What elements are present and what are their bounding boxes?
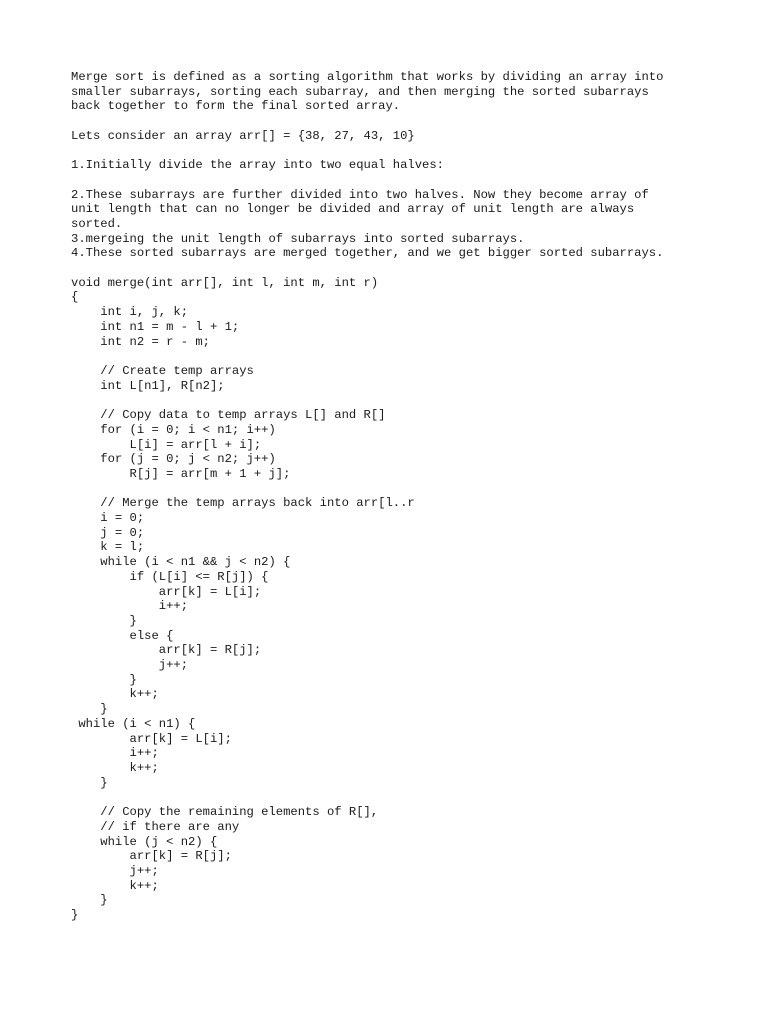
code-line: int n1 = m - l + 1; — [71, 319, 240, 334]
code-line: i = 0; — [71, 511, 145, 526]
code-line: int L[n1], R[n2]; — [71, 378, 225, 393]
spacer — [71, 261, 751, 276]
code-line: k++; — [71, 760, 159, 775]
spacer — [71, 173, 751, 188]
step-1: 1.Initially divide the array into two equal halves: — [71, 158, 444, 173]
code-line: int i, j, k; — [71, 305, 189, 320]
code-line: i++; — [71, 599, 189, 614]
code-line: k++; — [71, 878, 159, 893]
code-line: { — [71, 290, 79, 305]
step-2: 2.These subarrays are further divided into two halves. Now they become array of unit length that can no longer be divided and array of unit length are always sorted. — [71, 187, 649, 231]
code-line: } — [71, 893, 108, 908]
code-line — [71, 393, 751, 408]
code-line: arr[k] = R[j]; — [71, 849, 232, 864]
code-line: while (i < n1) { — [71, 716, 196, 731]
code-line: j++; — [71, 863, 159, 878]
code-line: k = l; — [71, 540, 145, 555]
code-line: } — [71, 908, 79, 923]
code-line: else { — [71, 628, 174, 643]
code-line — [71, 482, 751, 497]
example-array-line: Lets consider an array arr[] = {38, 27, 43, 10} — [71, 128, 415, 143]
code-line: i++; — [71, 746, 159, 761]
code-line — [71, 790, 751, 805]
code-line: j = 0; — [71, 525, 145, 540]
code-line: // if there are any — [71, 819, 240, 834]
code-line: void merge(int arr[], int l, int m, int r) — [71, 275, 379, 290]
code-line: } — [71, 672, 137, 687]
code-line: // Merge the temp arrays back into arr[l..r — [71, 496, 415, 511]
code-line: } — [71, 702, 108, 717]
code-line: while (j < n2) { — [71, 834, 218, 849]
code-block — [71, 276, 751, 923]
code-line: } — [71, 775, 108, 790]
code-line: j++; — [71, 658, 189, 673]
code-line: for (j = 0; j < n2; j++) — [71, 452, 276, 467]
code-line: L[i] = arr[l + i]; — [71, 437, 262, 452]
code-line: arr[k] = L[i]; — [71, 584, 262, 599]
code-line: if (L[i] <= R[j]) { — [71, 569, 269, 584]
step-3: 3.mergeing the unit length of subarrays into sorted subarrays. — [71, 231, 525, 246]
code-line: arr[k] = L[i]; — [71, 731, 232, 746]
code-line: while (i < n1 && j < n2) { — [71, 555, 291, 570]
definition-paragraph: Merge sort is defined as a sorting algorithm that works by dividing an array into smaller subarrays, sorting each subarray, and then merging the sorted subarrays back together to form the final sorted array. — [71, 70, 664, 114]
spacer — [71, 114, 751, 129]
code-line: R[j] = arr[m + 1 + j]; — [71, 466, 291, 481]
spacer — [71, 144, 751, 159]
code-line: // Copy data to temp arrays L[] and R[] — [71, 408, 386, 423]
code-line: k++; — [71, 687, 159, 702]
code-line: // Create temp arrays — [71, 364, 254, 378]
code-line: arr[k] = R[j]; — [71, 643, 262, 658]
code-line — [71, 349, 751, 364]
code-line: for (i = 0; i < n1; i++) — [71, 422, 276, 437]
code-line: } — [71, 613, 137, 628]
code-line: // Copy the remaining elements of R[], — [71, 805, 379, 820]
document-body — [71, 70, 751, 923]
step-4: 4.These sorted subarrays are merged together, and we get bigger sorted subarrays. — [71, 246, 664, 261]
code-line: int n2 = r - m; — [71, 334, 210, 349]
